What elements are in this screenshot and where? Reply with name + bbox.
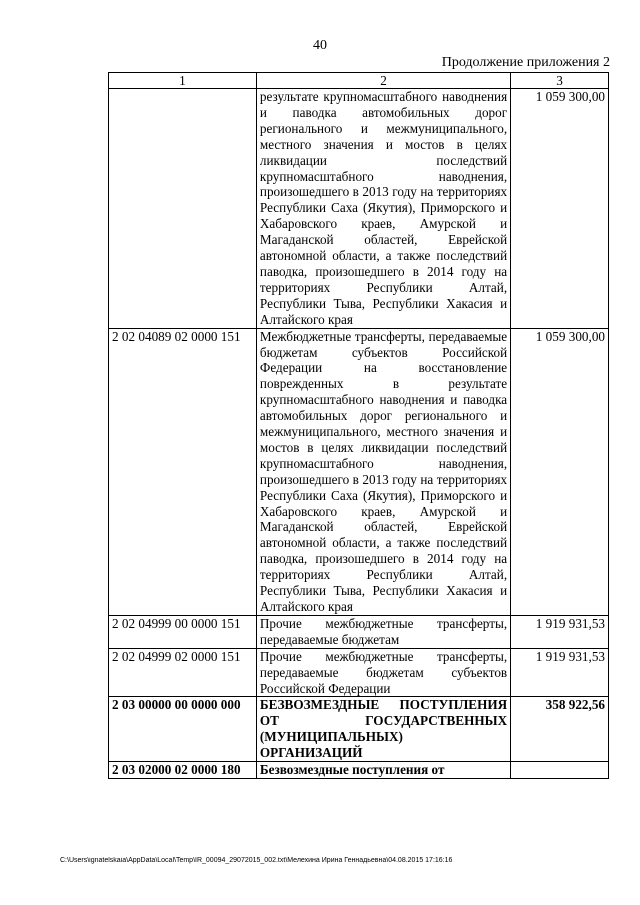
budget-code-cell: 2 03 02000 02 0000 180 [109,762,257,779]
budget-code-cell: 2 03 00000 00 0000 000 [109,697,257,762]
column-header: 3 [511,73,609,89]
page-number: 40 [313,38,327,53]
description-cell: Прочие межбюджетные трансферты, передаваемые бюджетам субъектов Российской Федерации [256,648,510,697]
table-row-bold [109,762,609,779]
appendix-continuation-label: Продолжение приложения 2 [441,55,610,70]
description-cell: результате крупномасштабного наводнения и паводка автомобильных дорог регионального и межмуниципального, местного значения и мостов в целях ликвидации последствий крупномасштабного наводнения, произошедшего в 2013 году на территориях Республики Саха (Якутия), Приморского и Хабаровского краев, Амурской и Магаданской областей, Еврейской автономной области, а также последствий паводка, произошедшего в 2014 году на территориях Республики Алтай, Республики Тыва, Республики Хакасия и Алтайского края [256,89,510,329]
description-cell: Безвозмездные поступления от [256,762,510,779]
amount-cell: 1 919 931,53 [511,648,609,697]
description-cell: Прочие межбюджетные трансферты, передаваемые бюджетам [256,615,510,648]
table-row [109,648,609,697]
budget-code-cell [109,89,257,329]
table-header-row [109,73,609,89]
budget-code-cell: 2 02 04999 00 0000 151 [109,615,257,648]
column-header: 2 [256,73,510,89]
amount-cell [511,762,609,779]
table-row [109,615,609,648]
amount-cell: 1 059 300,00 [511,89,609,329]
table-row [109,328,609,615]
description-cell: БЕЗВОЗМЕЗДНЫЕ ПОСТУПЛЕНИЯ ОТ ГОСУДАРСТВЕННЫХ (МУНИЦИПАЛЬНЫХ) ОРГАНИЗАЦИЙ [256,697,510,762]
amount-cell: 1 059 300,00 [511,328,609,615]
document-footer-path: C:\Users\ignatelskaia\AppData\Local\Temp\IR_00094_29072015_002.txt\Мелехина Ирина Геннадьевна\04.08.2015 17:16:16 [60,857,453,864]
budget-code-cell: 2 02 04089 02 0000 151 [109,328,257,615]
budget-code-cell: 2 02 04999 02 0000 151 [109,648,257,697]
column-header: 1 [109,73,257,89]
amount-cell: 1 919 931,53 [511,615,609,648]
table-row [109,89,609,329]
table-row-bold [109,697,609,762]
amount-cell: 358 922,56 [511,697,609,762]
budget-table [108,72,609,779]
description-cell: Межбюджетные трансферты, передаваемые бюджетам субъектов Российской Федерации на восстановление поврежденных в результате крупномасштабного наводнения и паводка автомобильных дорог регионального и межмуниципального, местного значения и мостов в целях ликвидации последствий крупномасштабного наводнения, произошедшего в 2013 году на территориях Республики Саха (Якутия), Приморского и Хабаровского краев, Амурской и Магаданской областей, Еврейской автономной области, а также последствий паводка, произошедшего в 2014 году на территориях Республики Алтай, Республики Тыва, Республики Хакасия и Алтайского края [256,328,510,615]
